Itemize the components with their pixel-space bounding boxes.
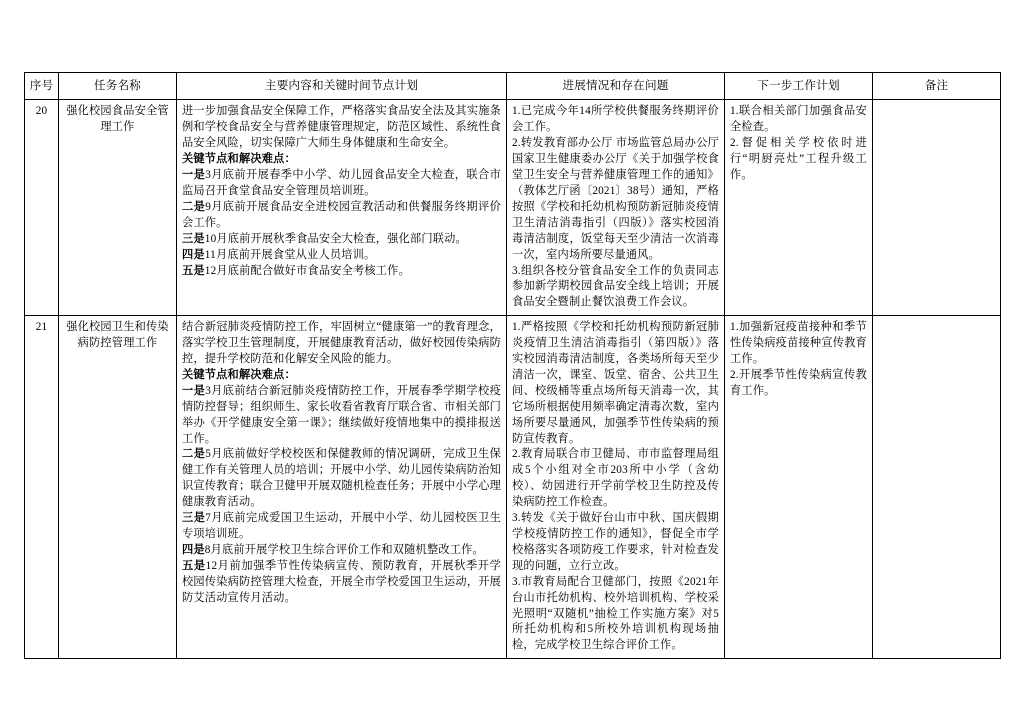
column-header-progress: 进展情况和存在问题 [507, 73, 725, 100]
main-item-3: 三是10月底前开展秋季食品安全大检查，强化部门联动。 [182, 232, 467, 245]
progress-item-3: 3.转发《关于做好台山市中秋、国庆假期学校疫情防控工作的通知》，督促全市学校格落实各项防疫工作要求，针对检查发现的问题，立行立改。 [512, 512, 719, 572]
progress-item-3: 3.组织各校分管食品安全工作的负责同志参加新学期校园食品安全线上培训；开展食品安全暨制止餐饮浪费工作会议。 [512, 264, 719, 309]
progress-item-1: 1.已完成今年14所学校供餐服务终期评价会工作。 [512, 105, 719, 134]
main-item-2: 二是5月底前做好学校校医和保健教师的情况调研，完成卫生保健工作有关管理人员的培训；开展中小学、幼儿园传染病防治知识宣传教育；联合卫健甲开展双随机检查任务；开展中小学心理健康教育活动。 [182, 448, 501, 509]
row-remarks [873, 100, 1001, 316]
work-plan-table [24, 72, 1001, 659]
main-key-nodes-label: 关键节点和解决难点： [182, 153, 296, 166]
column-header-remarks: 备注 [873, 73, 1001, 100]
table-row [25, 100, 1001, 316]
main-item-5: 五是12月前加强季节性传染病宣传、预防教育，开展秋季开学校园传染病防控管理大检查，开展全市学校爱国卫生运动，开展防艾活动宣传月活动。 [182, 559, 502, 604]
next-plan-item-2: 2.督促相关学校依时进行“明厨亮灶”工程升级工作。 [730, 137, 867, 182]
column-header-seq: 序号 [25, 73, 59, 100]
row-sequence-number: 21 [25, 316, 59, 659]
main-item-2: 二是9月底前开展食品安全进校园宣教活动和供餐服务终期评价会工作。 [182, 200, 501, 229]
progress-item-4: 3.市教育局配合卫健部门，按照《2021年台山市托幼机构、校外培训机构、学校采光照明“双随机”抽检工作实施方案》对5所托幼机构和5所校外培训机构现场抽检，完成学校卫生综合评价工作。 [512, 575, 719, 652]
row-progress [507, 100, 725, 316]
progress-item-2: 2.教育局联合市卫健局、市市监督理局组成5个小组对全市203所中小学（含幼校）、幼园进行开学前学校卫生防控及传染病防控工作检查。 [512, 448, 719, 509]
main-paragraph: 结合新冠肺炎疫情防控工作，牢固树立“健康第一”的教育理念，落实学校卫生管理制度，开展健康教育活动，做好校园传染病防控，提升学校防范和化解安全风险的能力。 [182, 321, 501, 366]
row-next-plan [725, 316, 873, 659]
main-item-3: 三是7月底前完成爱国卫生运动，开展中小学、幼儿园校医卫生专项培训班。 [182, 512, 501, 541]
table-header-row [25, 73, 1001, 100]
row-main-content [177, 316, 507, 659]
row-progress [507, 316, 725, 659]
next-plan-item-2: 2.开展季节性传染病宣传教育工作。 [730, 368, 867, 397]
main-paragraph: 进一步加强食品安全保障工作，严格落实食品安全法及其实施条例和学校食品安全与营养健康管理规定，防范区域性、系统性食品安全风险，切实保障广大师生身体健康和生命安全。 [182, 105, 501, 150]
main-item-1: 一是3月底前结合新冠肺炎疫情防控工作，开展春季学期学校疫情防控督导；组织师生、家长收看省教育厅联合省、市相关部门举办《开学健康安全第一课》；继续做好疫情地集中的摸排报送工作。 [182, 384, 501, 445]
next-plan-item-1: 1.联合相关部门加强食品安全检查。 [730, 105, 867, 134]
main-item-4: 四是11月底前开展食堂从业人员培训。 [182, 248, 376, 261]
main-item-5: 五是12月底前配合做好市食品安全考核工作。 [182, 264, 410, 277]
column-header-next-plan: 下一步工作计划 [725, 73, 873, 100]
column-header-task-name: 任务名称 [59, 73, 177, 100]
row-next-plan [725, 100, 873, 316]
progress-item-2: 2.转发教育部办公厅 市场监管总局办公厅 国家卫生健康委办公厅《关于加强学校食堂卫生安全与营养健康管理工作的通知》（教体艺厅函〔2021〕38号）通知，严格按照《学校和托幼机构预防新冠肺炎疫情卫生清洁消毒指引（四版）》落实校园消毒清洁制度，饭堂每天至少清洁一次消毒一次，室内场所要尽量通风。 [512, 137, 719, 261]
row-task-name: 强化校园卫生和传染病防控管理工作 [59, 316, 177, 659]
main-key-nodes-label: 关键节点和解决难点： [182, 368, 296, 381]
row-sequence-number: 20 [25, 100, 59, 316]
row-task-name: 强化校园食品安全管理工作 [59, 100, 177, 316]
progress-item-1: 1.严格按照《学校和托幼机构预防新冠肺炎疫情卫生清洁消毒指引（第四版）》落实校园消毒清洁制度，各类场所每天至少清洁一次，课室、饭堂、宿舍、公共卫生间、校级桶等重点场所每天消毒一次，其它场所根据使用频率确定清毒次数，室内场所要尽量通风，加强季节性传染病的预防宣传教育。 [512, 321, 719, 445]
main-item-4: 四是8月底前开展学校卫生综合评价工作和双随机整改工作。 [182, 543, 484, 556]
next-plan-item-1: 1.加强新冠疫苗接种和季节性传染病疫苗接种宣传教育工作。 [730, 321, 867, 366]
row-remarks [873, 316, 1001, 659]
column-header-main-content: 主要内容和关键时间节点计划 [177, 73, 507, 100]
row-main-content [177, 100, 507, 316]
table-row [25, 316, 1001, 659]
main-item-1: 一是3月底前开展春季中小学、幼儿园食品安全大检查，联合市监局召开食堂食品安全管理员培训班。 [182, 169, 501, 197]
